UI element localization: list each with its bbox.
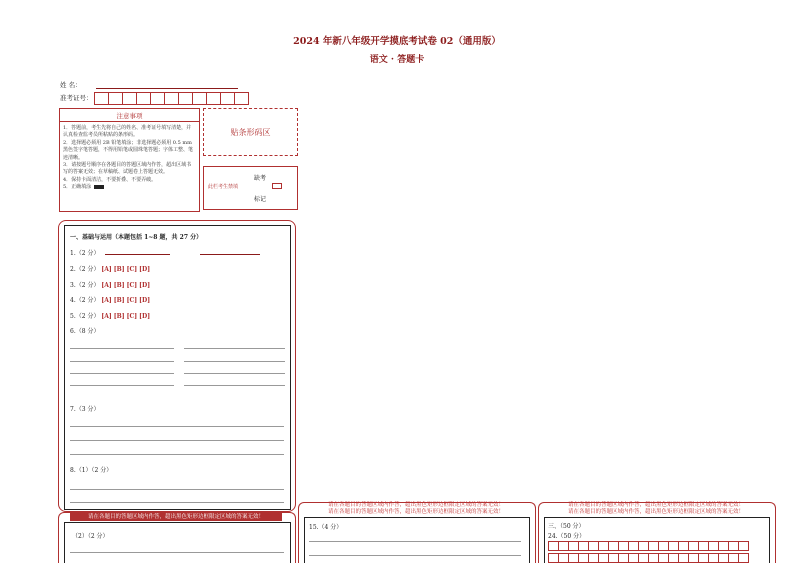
q1-label: 1.（2 分） xyxy=(70,250,100,257)
q8-label: 8.（1）（2 分） xyxy=(70,467,113,474)
q8b-label: （2）（2 分） xyxy=(72,533,109,540)
q5-options: [A] [B] [C] [D] xyxy=(101,313,151,320)
q7-label: 7.（3 分） xyxy=(70,406,100,413)
q1-line-2[interactable] xyxy=(200,254,260,255)
page-title: 2024 年新八年级开学摸底考试卷 02（通用版） xyxy=(293,36,501,47)
section1-title: 一、基础与运用（本题包括 1~8 题，共 27 分） xyxy=(70,234,203,241)
q6-line[interactable] xyxy=(70,373,174,374)
notice-title: 注意事项 xyxy=(60,109,199,122)
q8-line[interactable] xyxy=(70,489,284,490)
essay-grid[interactable] xyxy=(548,541,748,563)
warning-bar: 请在各题目的答题区域内作答，超出黑色矩形边框限定区域的答案无效！ xyxy=(70,513,282,521)
q15-line[interactable] xyxy=(309,541,521,542)
q4-label: 4.（2 分） [A] [B] [C] [D] xyxy=(70,297,151,304)
absent-checkbox[interactable] xyxy=(272,183,282,189)
q2-options: [A] [B] [C] [D] xyxy=(101,266,151,273)
absent-bottom: 标记 xyxy=(254,196,267,203)
q7-line[interactable] xyxy=(70,440,284,441)
notice-item: 2．选择题必须用 2B 铅笔填涂；非选择题必须用 0.5 mm 黑色签字笔答题，不得用铅笔或圆珠笔答题；字体工整、笔迹清晰。 xyxy=(63,139,194,161)
notice-item: 1．答题前，考生先将自己的姓名、准考证号填写清楚，并认真检查监考员所粘贴的条形码。 xyxy=(63,125,192,139)
q5-label: 5.（2 分） [A] [B] [C] [D] xyxy=(70,313,151,320)
id-label: 准考证号： xyxy=(60,94,93,102)
q2-label: 2.（2 分） [A] [B] [C] [D] xyxy=(70,266,151,273)
q8-line[interactable] xyxy=(70,502,284,503)
col3-warning: 请在各题目的答题区域内作答，超出黑色矩形边框限定区域的答案无效！ xyxy=(567,509,744,515)
q7-line[interactable] xyxy=(70,454,284,455)
q6-line[interactable] xyxy=(184,373,285,374)
q15-line[interactable] xyxy=(309,555,521,556)
absent-top: 缺考 xyxy=(254,175,267,182)
notice-item: 5．正确填涂 xyxy=(63,184,196,191)
page-subtitle: 语文 · 答题卡 xyxy=(369,55,425,65)
q24-label: 24.（50 分） xyxy=(548,533,586,540)
q6-line[interactable] xyxy=(184,361,285,362)
absent-box xyxy=(203,166,298,210)
q3-label: 3.（2 分） [A] [B] [C] [D] xyxy=(70,282,151,289)
absent-note: 此栏考生禁填 xyxy=(208,184,239,190)
q4-options: [A] [B] [C] [D] xyxy=(101,297,151,304)
q15-label: 15.（4 分） xyxy=(309,524,343,531)
answer-frame-inner-next xyxy=(64,522,291,563)
q6-line[interactable] xyxy=(70,348,174,349)
q6-line[interactable] xyxy=(184,385,285,386)
id-cells[interactable] xyxy=(94,90,248,109)
q8b-line[interactable] xyxy=(70,552,284,553)
name-label: 姓 名： xyxy=(60,81,82,89)
name-field[interactable] xyxy=(96,88,238,89)
q6-line[interactable] xyxy=(184,348,285,349)
q7-line[interactable] xyxy=(70,426,284,427)
notice-box xyxy=(59,108,200,212)
q1-line-1[interactable] xyxy=(105,254,170,255)
q6-label: 6.（8 分） xyxy=(70,328,100,335)
notice-item: 4．保持卡面清洁，不要折叠、不要弄破。 xyxy=(63,176,157,183)
col2-warning: 请在各题目的答题区域内作答，超出黑色矩形边框限定区域的答案无效！ xyxy=(327,509,504,515)
section3-label: 三、（50 分） xyxy=(548,523,585,530)
q3-options: [A] [B] [C] [D] xyxy=(101,282,151,289)
col2-warning: 请在各题目的答题区域内作答，超出黑色矩形边框限定区域的答案无效！ xyxy=(327,502,504,508)
barcode-area xyxy=(203,108,298,156)
q6-line[interactable] xyxy=(70,361,174,362)
barcode-label: 贴条形码区 xyxy=(230,127,271,137)
col3-warning: 请在各题目的答题区域内作答，超出黑色矩形边框限定区域的答案无效！ xyxy=(567,502,744,508)
filled-sample-icon xyxy=(94,185,104,189)
notice-item: 3．请按题号顺序在各题目的答题区域内作答，超出区域书写的答案无效；在草稿纸、试题卷上答题无效。 xyxy=(63,162,192,176)
q6-line[interactable] xyxy=(70,385,174,386)
